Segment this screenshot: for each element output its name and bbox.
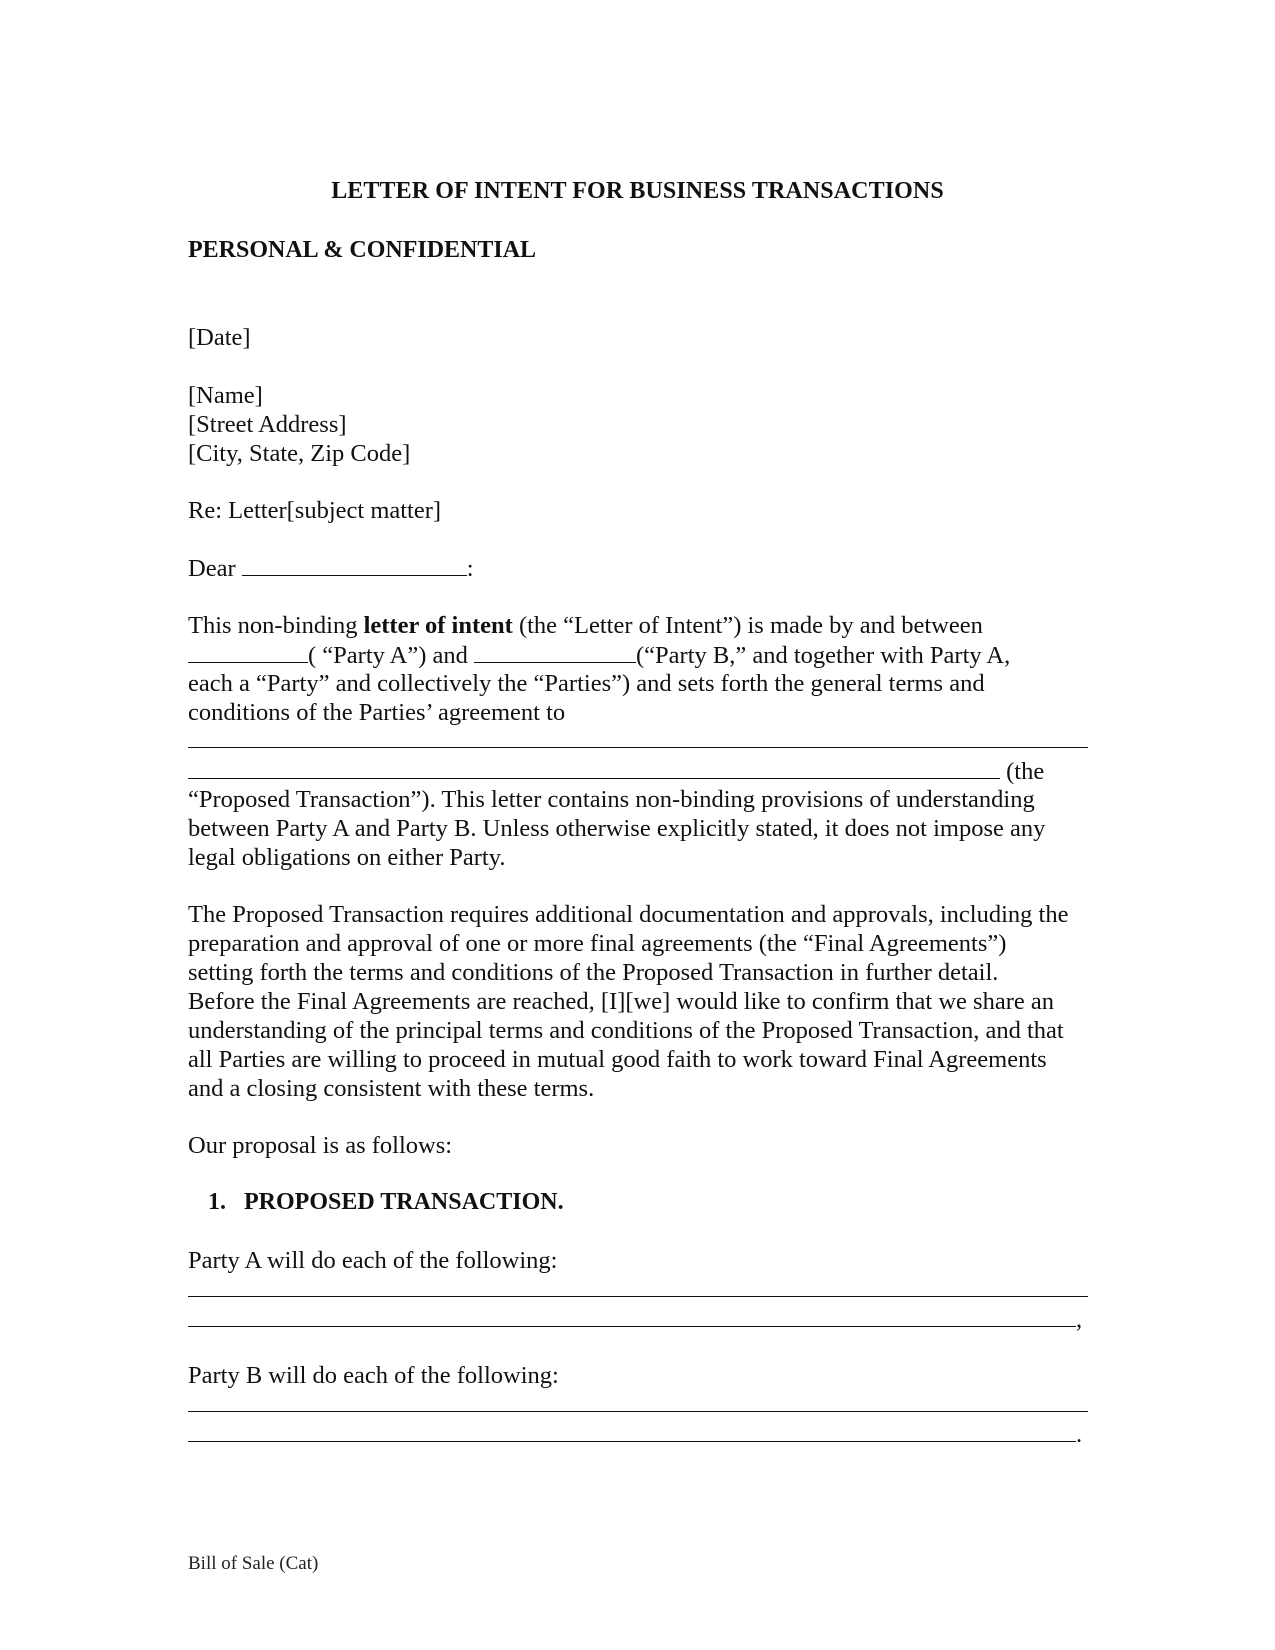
party-b-obligations-line2 — [188, 1419, 1082, 1449]
para1-line3: each a “Party” and collectively the “Parties”) and sets forth the general terms and — [188, 670, 985, 697]
recipient-name: [Name] — [188, 382, 263, 409]
party-b-obligations-label: Party B will do each of the following: — [188, 1362, 559, 1389]
party-b-name-blank[interactable] — [474, 640, 636, 663]
party-a-name-blank[interactable] — [188, 640, 308, 663]
party-a-obligations-blank-1[interactable] — [188, 1296, 1088, 1297]
para1-line1 — [188, 611, 983, 640]
para1-text: (the “Letter of Intent”) is made by and between — [512, 612, 983, 639]
para1-line4: conditions of the Parties’ agreement to — [188, 699, 566, 726]
agreement-purpose-blank-1[interactable] — [188, 747, 1088, 748]
para2-line: all Parties are willing to proceed in mutual good faith to work toward Final Agreements — [188, 1046, 1047, 1073]
para2-line: setting forth the terms and conditions of the Proposed Transaction in further detail. — [188, 959, 999, 986]
para1-line6 — [188, 756, 1044, 786]
para1-text: (the — [1000, 758, 1045, 785]
party-b-label: (“Party B,” and together with Party A, — [636, 642, 1011, 669]
date-placeholder: [Date] — [188, 324, 251, 351]
proposal-intro: Our proposal is as follows: — [188, 1132, 453, 1159]
page-footer: Bill of Sale (Cat) — [188, 1553, 319, 1574]
agreement-purpose-blank-2[interactable] — [188, 756, 1000, 779]
party-a-obligations-blank-2[interactable] — [188, 1304, 1076, 1327]
recipient-city-state-zip: [City, State, Zip Code] — [188, 440, 411, 467]
salutation — [188, 553, 474, 583]
para1-line2 — [188, 640, 1010, 670]
para2-line: understanding of the principal terms and conditions of the Proposed Transaction, and that — [188, 1017, 1064, 1044]
para1-line8: between Party A and Party B. Unless otherwise explicitly stated, it does not impose any — [188, 815, 1046, 842]
para2-line: The Proposed Transaction requires additional documentation and approvals, including the — [188, 901, 1069, 928]
party-a-obligations-line2 — [188, 1304, 1082, 1334]
party-b-obligations-blank-1[interactable] — [188, 1411, 1088, 1412]
party-a-label: ( “Party A”) and — [308, 642, 474, 669]
para2-line: preparation and approval of one or more final agreements (the “Final Agreements”) — [188, 930, 1007, 957]
para2-line: Before the Final Agreements are reached, [I][we] would like to confirm that we share an — [188, 988, 1054, 1015]
salutation-prefix: Dear — [188, 555, 236, 582]
document-title: LETTER OF INTENT FOR BUSINESS TRANSACTIONS — [331, 178, 944, 204]
party-b-obligations-blank-2[interactable] — [188, 1419, 1076, 1442]
para1-line7: “Proposed Transaction”). This letter contains non-binding provisions of understanding — [188, 786, 1035, 813]
para2-line: and a closing consistent with these terms. — [188, 1075, 595, 1102]
para1-text: This non-binding — [188, 612, 364, 639]
re-line: Re: Letter[subject matter] — [188, 497, 442, 524]
letter-of-intent-bold: letter of intent — [363, 612, 513, 639]
salutation-blank[interactable] — [242, 553, 467, 576]
section-number: 1. — [208, 1189, 226, 1215]
party-a-obligations-label: Party A will do each of the following: — [188, 1247, 558, 1274]
salutation-suffix: : — [466, 555, 474, 582]
recipient-street: [Street Address] — [188, 411, 347, 438]
section-title: PROPOSED TRANSACTION. — [244, 1189, 564, 1215]
section-1-heading — [208, 1188, 564, 1217]
end-punctuation: , — [1076, 1306, 1083, 1333]
end-punctuation: . — [1076, 1421, 1083, 1448]
confidential-label: PERSONAL & CONFIDENTIAL — [188, 237, 537, 263]
para1-line9: legal obligations on either Party. — [188, 844, 506, 871]
